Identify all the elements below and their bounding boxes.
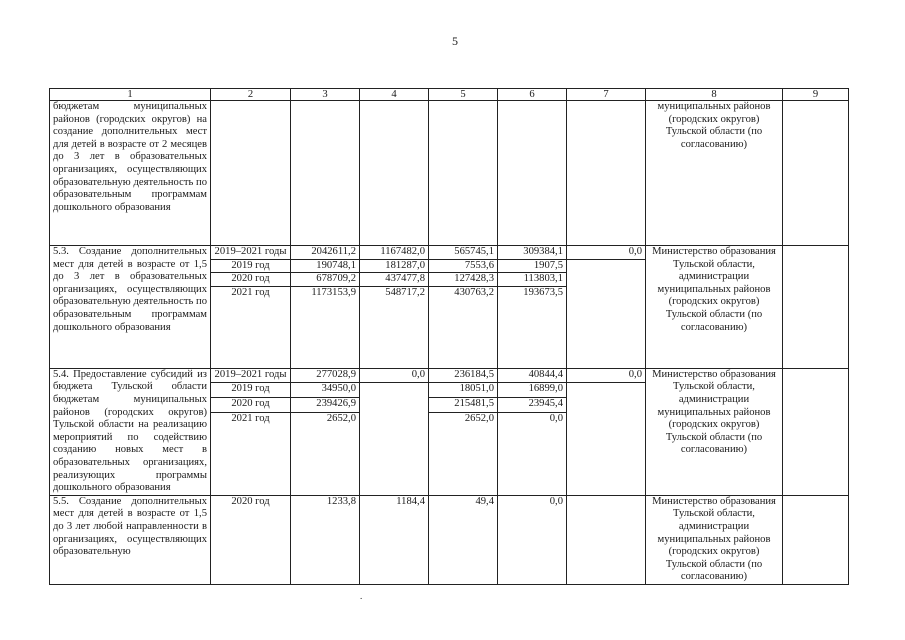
amount-cell: 0,0 <box>567 368 646 383</box>
row-description: бюджетам муниципальных районов (городских округов) на создание дополнительных мест для детей в возрасте от 2 месяцев до 3 лет в образовательных организациях, осуществляющих образовательную деятельность по образовательным программам дошкольного образования <box>50 101 211 246</box>
amount-cell: 0,0 <box>498 412 567 495</box>
amount-cell <box>360 412 429 495</box>
amount-cell: 7553,6 <box>429 259 498 273</box>
period-cell: 2019–2021 годы <box>211 368 291 383</box>
amount-cell: 239426,9 <box>291 398 360 413</box>
row-executor: Министерство образования Тульской области, администрации муниципальных районов (городских округов) Тульской области (по согласованию) <box>646 246 783 369</box>
note-cell <box>783 101 849 246</box>
amount-cell: 193673,5 <box>498 286 567 368</box>
amount-cell <box>567 259 646 273</box>
amount-cell <box>567 412 646 495</box>
column-header: 2 <box>211 89 291 101</box>
amount-cell: 437477,8 <box>360 273 429 287</box>
amount-cell: 34950,0 <box>291 383 360 398</box>
period-cell <box>211 101 291 246</box>
amount-cell <box>498 101 567 246</box>
table-row <box>50 246 849 260</box>
amount-cell: 0,0 <box>498 495 567 584</box>
amount-cell: 565745,1 <box>429 246 498 260</box>
amount-cell <box>429 101 498 246</box>
period-cell: 2019–2021 годы <box>211 246 291 260</box>
amount-cell: 16899,0 <box>498 383 567 398</box>
column-header: 3 <box>291 89 360 101</box>
column-header: 8 <box>646 89 783 101</box>
table-row <box>50 495 849 584</box>
table-row <box>50 101 849 246</box>
note-cell <box>783 495 849 584</box>
row-description: 5.3. Создание дополнительных мест для детей в возрасте от 1,5 до 3 лет в образовательных организациях, осуществляющих образовательную деятельность по образовательным программам дошкольного образования <box>50 246 211 369</box>
period-cell: 2021 год <box>211 412 291 495</box>
amount-cell <box>567 383 646 398</box>
amount-cell: 1167482,0 <box>360 246 429 260</box>
note-cell <box>783 246 849 369</box>
amount-cell: 0,0 <box>567 246 646 260</box>
column-header: 4 <box>360 89 429 101</box>
amount-cell: 18051,0 <box>429 383 498 398</box>
amount-cell <box>567 101 646 246</box>
column-header: 7 <box>567 89 646 101</box>
amount-cell: 2652,0 <box>291 412 360 495</box>
column-header: 1 <box>50 89 211 101</box>
amount-cell: 0,0 <box>360 368 429 383</box>
program-table <box>49 88 849 585</box>
period-cell: 2021 год <box>211 286 291 368</box>
amount-cell: 49,4 <box>429 495 498 584</box>
row-executor: Министерство образования Тульской области, администрации муниципальных районов (городских округов) Тульской области (по согласованию) <box>646 368 783 495</box>
amount-cell <box>291 101 360 246</box>
row-executor: муниципальных районов (городских округов) Тульской области (по согласованию) <box>646 101 783 246</box>
amount-cell: 113803,1 <box>498 273 567 287</box>
amount-cell: 678709,2 <box>291 273 360 287</box>
amount-cell: 236184,5 <box>429 368 498 383</box>
amount-cell: 215481,5 <box>429 398 498 413</box>
amount-cell <box>360 383 429 398</box>
table-row <box>50 368 849 383</box>
amount-cell <box>567 286 646 368</box>
amount-cell <box>567 495 646 584</box>
amount-cell: 1173153,9 <box>291 286 360 368</box>
amount-cell <box>360 398 429 413</box>
column-header: 6 <box>498 89 567 101</box>
period-cell: 2020 год <box>211 273 291 287</box>
amount-cell: 181287,0 <box>360 259 429 273</box>
amount-cell: 430763,2 <box>429 286 498 368</box>
row-executor: Министерство образования Тульской области, администрации муниципальных районов (городских округов) Тульской области (по согласованию) <box>646 495 783 584</box>
period-cell: 2019 год <box>211 259 291 273</box>
amount-cell: 127428,3 <box>429 273 498 287</box>
row-description: 5.4. Предоставление субсидий из бюджета Тульской области бюджетам муниципальных районов (городских округов) Тульской области на реализацию мероприятий по содействию созданию новых мест в образовательных организациях, реализующих программы дошкольного образования <box>50 368 211 495</box>
amount-cell: 548717,2 <box>360 286 429 368</box>
period-cell: 2019 год <box>211 383 291 398</box>
column-header: 9 <box>783 89 849 101</box>
amount-cell: 309384,1 <box>498 246 567 260</box>
note-cell <box>783 368 849 495</box>
period-cell: 2020 год <box>211 398 291 413</box>
page-number: 5 <box>452 34 458 48</box>
amount-cell: 277028,9 <box>291 368 360 383</box>
amount-cell: 1233,8 <box>291 495 360 584</box>
amount-cell: 23945,4 <box>498 398 567 413</box>
period-cell: 2020 год <box>211 495 291 584</box>
amount-cell: 190748,1 <box>291 259 360 273</box>
column-header: 5 <box>429 89 498 101</box>
amount-cell: 1184,4 <box>360 495 429 584</box>
amount-cell <box>567 273 646 287</box>
amount-cell: 2042611,2 <box>291 246 360 260</box>
column-header-row <box>50 89 849 101</box>
scan-mark: . <box>360 591 363 601</box>
amount-cell: 2652,0 <box>429 412 498 495</box>
amount-cell: 1907,5 <box>498 259 567 273</box>
amount-cell <box>567 398 646 413</box>
amount-cell: 40844,4 <box>498 368 567 383</box>
row-description: 5.5. Создание дополнительных мест для детей в возрасте от 1,5 до 3 лет любой направленности в организациях, осуществляющих образовательную <box>50 495 211 584</box>
amount-cell <box>360 101 429 246</box>
